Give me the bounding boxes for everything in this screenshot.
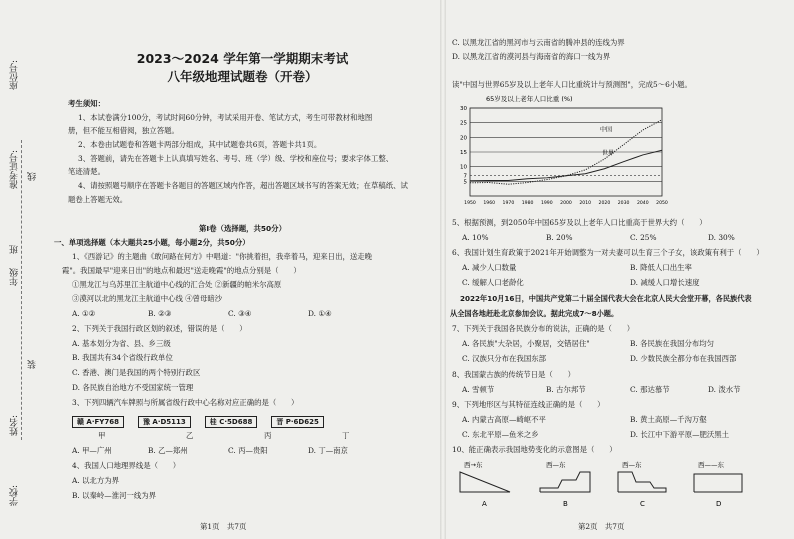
notice-title: 考生须知：	[68, 99, 105, 108]
notice-line: 3、答题前，请先在答题卡上认真填写姓名、考号、班（学）级、学校和座位号；要求字体工整、	[78, 154, 394, 163]
y-tick-label: 7	[463, 173, 467, 180]
exam-number-label: 准考证号:	[10, 150, 20, 190]
q3-option[interactable]: B. 乙—郑州	[148, 446, 188, 455]
plate-tag: 甲	[98, 431, 106, 440]
series-label: 中国	[600, 126, 613, 134]
notice-line: 册，但不能互相借阅，独立答题。	[68, 126, 179, 135]
profile-tag: A	[482, 500, 487, 508]
x-tick-label: 1980	[521, 201, 534, 206]
exam-title: 2023～2024 学年第一学期期末考试	[136, 51, 349, 66]
q5-stem: 5、根据预测，到2050年中国65岁及以上老年人口比重高于世界大约（ ）	[452, 218, 707, 227]
q4-option[interactable]: D. 以黑龙江省的漠河县与海南省的海口一线为界	[452, 52, 611, 61]
notice-line: 题卷上答题无效。	[68, 195, 128, 204]
q1-stem: 霞"。我国最早"迎来日出"的地点和最迟"送走晚霞"的地点分别是（ ）	[62, 266, 301, 275]
x-tick-label: 2020	[598, 201, 611, 206]
binding-margin	[0, 0, 42, 539]
plate-tag: 乙	[186, 431, 194, 440]
q2-option[interactable]: D. 各民族自治地方不受国家统一管理	[72, 383, 194, 392]
q5-option[interactable]: B. 20%	[546, 233, 573, 242]
plate-row	[72, 416, 338, 428]
left-page	[50, 0, 435, 539]
y-tick-label: 20	[460, 135, 467, 142]
q5-option[interactable]: A. 10%	[462, 233, 489, 242]
plate-tag: 丁	[342, 431, 350, 440]
q7-stem: 7、下列关于我国各民族分布的说法，正确的是（ ）	[452, 324, 635, 333]
page-footer: 第2页 共7页	[578, 522, 625, 531]
notice-line: 4、请按照题号顺序在答题卡各题目的答题区域内作答，超出答题区域书写的答案无效；在草稿纸、试	[78, 181, 408, 190]
q4-option[interactable]: B. 以秦岭—淮河一线为界	[72, 491, 157, 500]
profile-tag: B	[563, 500, 568, 508]
q9-stem: 9、下列地形区与其特征连线正确的是（ ）	[452, 400, 605, 409]
q4-option[interactable]: A. 以北方为界	[72, 476, 119, 485]
passage-line: 2022年10月16日，中国共产党第二十届全国代表大会在北京人民大会堂开幕，各民族代表	[460, 294, 752, 303]
profile-a-shape	[460, 472, 510, 492]
y-tick-label: 30	[460, 106, 467, 112]
q3-option[interactable]: C. 丙—贵阳	[228, 446, 268, 455]
q1-item: ③漠河以北的黑龙江主航道中心线 ④曾母暗沙	[72, 294, 223, 303]
license-plate: 晋 P·6D625	[271, 416, 324, 428]
q3-stem: 3、下列四辆汽车牌照与所属省级行政中心名称对应正确的是（ ）	[72, 398, 299, 407]
x-tick-label: 1960	[483, 201, 496, 206]
profile-b-shape	[540, 472, 590, 492]
q1-option[interactable]: C. ③④	[228, 309, 252, 318]
q8-option[interactable]: D. 泼水节	[708, 385, 741, 394]
profile-c-shape	[618, 472, 666, 492]
q9-option[interactable]: C. 东北平原—鱼米之乡	[462, 430, 539, 439]
notice-line: 1、本试卷满分100分，考试时间60分钟，考试采用开卷、笔试方式，考生可带教材和地图	[78, 113, 373, 122]
license-plate: 赣 A·FY768	[72, 416, 124, 428]
page-footer: 第1页 共7页	[200, 522, 247, 531]
y-tick-label: 10	[460, 164, 467, 171]
notice-line: 2、本卷由试题卷和答题卡两部分组成，其中试题卷共6页，答题卡共1页。	[78, 140, 322, 149]
passage-line: 从全国各地赶赴北京参加会议。据此完成7～8小题。	[450, 309, 619, 318]
plot-area	[460, 106, 668, 206]
chart-title: 65岁及以上老年人口比重 (%)	[486, 95, 573, 103]
profile-direction-label: 西—东	[546, 461, 566, 469]
q2-option[interactable]: A. 基本划分为省、县、乡三级	[72, 339, 171, 348]
q2-stem: 2、下列关于我国行政区划的叙述，错误的是（ ）	[72, 324, 247, 333]
q6-option[interactable]: D. 减缓人口增长速度	[630, 278, 700, 287]
q7-option[interactable]: B. 各民族在我国分布均匀	[630, 339, 715, 348]
license-plate: 豫 A·D5113	[138, 416, 191, 428]
section-title: 第Ⅰ卷（选择题，共50分）	[199, 224, 286, 233]
y-tick-label: 5	[463, 179, 467, 186]
q6-option[interactable]: A. 减少人口数量	[462, 263, 517, 272]
series-line-world	[470, 150, 662, 181]
seal-mark: 装	[28, 360, 38, 369]
seat-number-label: 座位号:	[10, 60, 20, 91]
y-tick-label: 25	[460, 120, 467, 127]
cut-line-mark: 线	[28, 172, 38, 181]
q7-option[interactable]: A. 各民族"大杂居，小聚居，交错居住"	[462, 339, 590, 348]
q2-option[interactable]: C. 香港、澳门是我国的两个特别行政区	[72, 368, 201, 377]
x-tick-label: 2010	[579, 201, 592, 206]
x-tick-label: 1950	[464, 201, 476, 206]
q6-stem: 6、我国计划生育政策于2021年开始调整为一对夫妻可以生育三个子女，该政策有利于（ ）	[452, 248, 764, 257]
page-fold	[440, 0, 446, 539]
q6-option[interactable]: B. 降低人口出生率	[630, 263, 692, 272]
q3-option[interactable]: D. 丁—南京	[308, 446, 348, 455]
plate-tag: 丙	[264, 431, 272, 440]
q4-option[interactable]: C. 以黑龙江省的黑河市与云南省的腾冲县的连线为界	[452, 38, 625, 47]
q10-stem: 10、能正确表示我国地势变化的示意图是（ ）	[452, 445, 617, 454]
q6-option[interactable]: C. 缓解人口老龄化	[462, 278, 524, 287]
q8-option[interactable]: C. 那达慕节	[630, 385, 670, 394]
q7-option[interactable]: D. 少数民族全都分布在我国西部	[630, 354, 737, 363]
x-tick-label: 1990	[540, 201, 553, 206]
x-tick-label: 1970	[502, 201, 515, 206]
terrain-profiles	[450, 458, 788, 510]
q8-option[interactable]: A. 雪顿节	[462, 385, 495, 394]
notice-line: 笔迹清楚。	[68, 167, 105, 176]
q1-option[interactable]: B. ②③	[148, 309, 172, 318]
q8-stem: 8、我国蒙古族的传统节日是（ ）	[452, 370, 575, 379]
q2-option[interactable]: B. 我国共有34个省级行政单位	[72, 353, 173, 362]
q1-option[interactable]: D. ①④	[308, 309, 332, 318]
x-tick-label: 2050	[656, 201, 668, 206]
license-plate: 桂 C·5D688	[205, 416, 258, 428]
profile-direction-label: 西—东	[622, 461, 642, 469]
profile-tag: C	[640, 500, 645, 508]
exam-subtitle: 八年级地理试题卷（开卷）	[167, 69, 318, 84]
right-page	[450, 0, 788, 539]
binding-dashed-line	[21, 140, 22, 440]
profile-direction-label: 西→东	[464, 461, 483, 469]
series-label: 世界	[602, 149, 615, 157]
x-tick-label: 2040	[636, 201, 649, 206]
q1-stem: 1、《西游记》的主题曲《敢问路在何方》中唱道："你挑着担，我牵着马，迎来日出，送走晚	[72, 252, 373, 261]
q9-option[interactable]: D. 长江中下游平原—肥沃黑土	[630, 430, 730, 439]
grade-label: 年级	[10, 268, 20, 286]
part-title: 一、单项选择题（本大题共25小题，每小题2分，共50分）	[54, 238, 250, 247]
q7-option[interactable]: C. 汉族只分布在我国东部	[462, 354, 546, 363]
school-label: 学校:	[10, 485, 20, 507]
q5-option[interactable]: C. 25%	[630, 233, 657, 242]
class-label: 班	[10, 245, 20, 254]
profile-direction-label: 西——东	[698, 461, 724, 469]
q8-option[interactable]: B. 古尔邦节	[546, 385, 586, 394]
q1-option[interactable]: A. ①②	[72, 309, 96, 318]
profile-d-shape	[694, 474, 742, 492]
chart-intro: 读"中国与世界65岁及以上老年人口比重统计与预测图"，完成5～6小题。	[452, 80, 692, 89]
aging-chart	[450, 92, 680, 216]
name-label: 姓名:	[10, 415, 20, 437]
x-tick-label: 2000	[560, 201, 572, 206]
q5-option[interactable]: D. 30%	[708, 233, 735, 242]
q9-option[interactable]: A. 内蒙古高原—崎岖不平	[462, 415, 546, 424]
q4-stem: 4、我国人口地理界线是（ ）	[72, 461, 181, 470]
y-tick-label: 15	[460, 150, 467, 156]
q3-option[interactable]: A. 甲—广州	[72, 446, 112, 455]
x-tick-label: 2030	[617, 201, 630, 206]
q9-option[interactable]: B. 黄土高原—千沟万壑	[630, 415, 707, 424]
profile-tag: D	[716, 500, 722, 508]
q1-item: ①黑龙江与乌苏里江主航道中心线的汇合处 ②新疆的帕米尔高原	[72, 280, 282, 289]
